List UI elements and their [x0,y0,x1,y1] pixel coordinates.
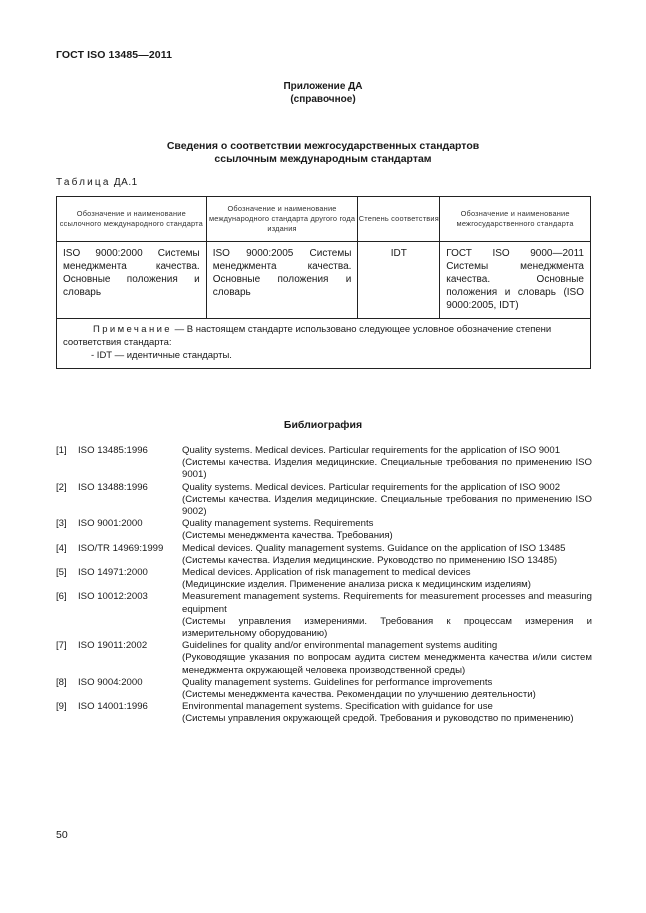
entry-text [182,445,592,482]
note-item: - IDT — идентичные стандарты. [91,350,232,361]
entry-text [182,591,592,640]
entry-title-ru: (Системы качества. Изделия медицинские. Специальные требования по применению ISO 9002) [182,493,592,518]
entry-text [182,701,592,725]
table-label-prefix: Таблица [56,177,111,188]
section-heading-line1: Сведения о соответствии межгосударственных стандартов [166,140,480,152]
note-text: — В настоящем стандарте использовано следующее условное обозначение степени соответствия стандарта: [63,324,552,348]
entry-title-ru: (Системы менеджмента качества. Рекомендации по улучшению деятельности) [182,689,536,701]
column-header: Степень соответствия [358,197,440,242]
section-heading-line2: ссылочным международным стандартам [214,153,432,165]
table-cell: ISO 9000:2005 Системы менеджмента качества. Основные положения и словарь [206,242,358,319]
bibliography-list [56,445,592,726]
entry-code: ISO 9001:2000 [78,518,143,530]
bibliography-entry [56,701,592,725]
entry-text [182,543,592,567]
appendix-title: Приложение ДА [283,81,363,92]
page-number: 50 [56,829,68,841]
entry-title-en: Quality systems. Medical devices. Particular requirements for the application of ISO 9001 [182,445,561,456]
entry-code: ISO/TR 14969:1999 [78,542,164,554]
note-paragraph [63,323,584,349]
bibliography-title: Библиография [283,419,363,431]
entry-code: ISO 13488:1996 [78,481,148,493]
entry-code: ISO 10012:2003 [78,591,148,603]
entry-title-en: Quality management systems. Requirements [182,518,374,530]
entry-title-en: Guidelines for quality and/or environmental management systems auditing [182,640,498,652]
table-cell: IDT [358,242,440,319]
entry-code: ISO 14971:2000 [78,567,148,579]
entry-title-ru: (Медицинские изделия. Применение анализа риска к медицинским изделиям) [182,579,531,591]
entry-number: [1] [56,445,67,456]
entry-title-en: Environmental management systems. Specification with guidance for use [182,701,493,713]
entry-title-en: Measurement management systems. Requirements for measurement processes and measuring equipment [182,591,592,615]
entry-text [182,518,592,542]
section-heading [0,140,646,166]
note-label: Примечание [93,324,172,335]
bibliography-entry [56,518,592,542]
entry-title-ru: (Системы менеджмента качества. Требования) [182,530,393,542]
table-note-row [57,319,591,369]
appendix-heading [0,80,646,106]
entry-title-ru: (Руководящие указания по вопросам аудита систем менеджмента качества и/или систем менеджмента окружающей человека производственной среды) [182,652,592,676]
bibliography-entry [56,640,592,677]
table-cell: ISO 9000:2000 Системы менеджмента качества. Основные положения и словарь [57,242,207,319]
entry-number: [5] [56,567,67,579]
table-label-id: ДА.1 [113,177,138,188]
entry-title-en: Quality systems. Medical devices. Particular requirements for the application of ISO 9002 [182,481,561,493]
entry-title-en: Quality management systems. Guidelines for performance improvements [182,676,493,688]
bibliography-entry [56,482,592,519]
entry-number: [3] [56,518,67,530]
entry-number: [8] [56,676,67,688]
entry-title-en: Medical devices. Quality management systems. Guidance on the application of ISO 13485 [182,542,566,554]
entry-code: ISO 13485:1996 [78,445,148,456]
entry-title-en: Medical devices. Application of risk management to medical devices [182,567,471,579]
entry-number: [2] [56,481,67,493]
entry-text [182,567,592,591]
document-header: ГОСТ ISO 13485—2011 [56,49,173,61]
entry-number: [6] [56,591,67,603]
entry-number: [4] [56,542,67,554]
entry-number: [7] [56,640,67,652]
entry-title-ru: (Системы управления окружающей средой. Требования и руководство по применению) [182,713,574,725]
table-label [56,177,138,188]
entry-title-ru: (Системы качества. Изделия медицинские. Руководство по применению ISO 13485) [182,554,558,566]
table-note [57,319,591,369]
table-cell: ГОСТ ISO 9000—2011 Системы менеджмента качества. Основные положения и словарь (ISO 9000:2005, IDT) [440,242,591,319]
entry-title-ru: (Системы управления измерениями. Требования к процессам измерения и измерительному оборудованию) [182,615,592,640]
entry-code: ISO 9004:2000 [78,676,143,688]
appendix-subtitle: (справочное) [290,94,356,105]
entry-code: ISO 19011:2002 [78,640,148,652]
entry-text [182,482,592,519]
table-header-row [57,197,591,242]
column-header: Обозначение и наименование межгосударственного стандарта [440,197,591,242]
entry-title-ru: (Системы качества. Изделия медицинские. Специальные требования по применению ISO 9001) [182,457,592,481]
entry-text [182,640,592,677]
correspondence-table [56,196,591,369]
entry-code: ISO 14001:1996 [78,701,148,713]
bibliography-entry [56,567,592,591]
entry-text [182,677,592,701]
column-header: Обозначение и наименование ссылочного международного стандарта [57,197,207,242]
bibliography-entry [56,591,592,640]
entry-number: [9] [56,701,67,713]
table-row [57,242,591,319]
column-header: Обозначение и наименование международного стандарта другого года издания [206,197,358,242]
bibliography-entry [56,543,592,567]
bibliography-entry [56,445,592,482]
bibliography-entry [56,677,592,701]
